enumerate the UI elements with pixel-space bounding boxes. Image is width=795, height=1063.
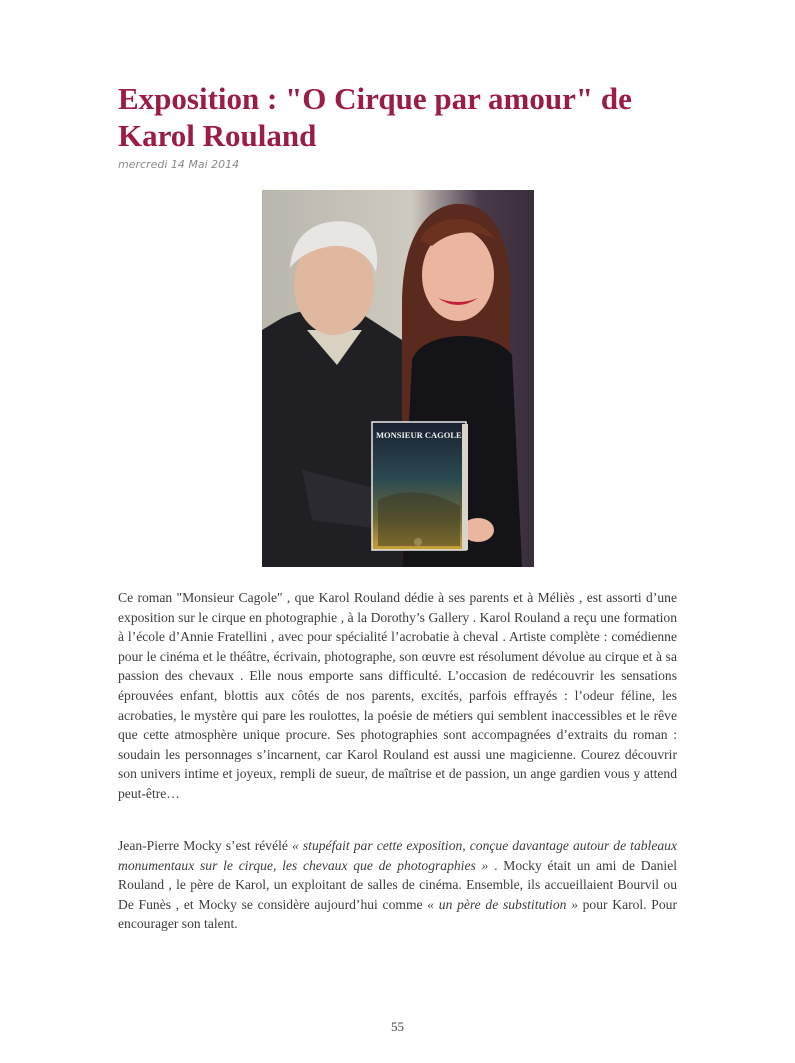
paragraph-2-part-3: pour Karol. Pour encourager son talent. [118, 896, 677, 932]
paragraph-2 [118, 836, 677, 934]
article-title: Exposition : "O Cirque par amour" de Karol Rouland [118, 81, 632, 153]
book-cover-title: MONSIEUR CAGOLE [376, 430, 462, 440]
paragraph-1: Ce roman "Monsieur Cagole" , que Karol Rouland dédie à ses parents et à Méliès , est assorti d’une exposition sur le cirque en photographie , à la Dorothy’s Gallery . Karol Rouland a reçu une formation à l’école d’Annie Fratellini , avec pour spécialité l’acrobatie à cheval . Artiste complète : comédienne pour le cinéma et le théâtre, écrivain, photographe, son œuvre est résolument dévolue au cirque et à sa passion des chevaux . Elle nous emporte sans difficulté. L’occasion de redécouvrir les sensations éprouvées enfant, blottis aux côtés de nos parents, excités, parfois effrayés : l’odeur féline, les acrobaties, le mystère qui pare les roulottes, la poésie de métiers qui semblent inaccessibles et le rêve que cette atmosphère unique procure. Ses photographies sont accompagnées d’extraits du roman : soudain les personnages s’incarnent, car Karol Rouland est aussi une magicienne. Courez découvrir son univers intime et joyeux, rempli de sueur, de maîtrise et de passion, un ange gardien vous y attend peut-être… [118, 590, 677, 801]
paragraph-2-part-1: Jean-Pierre Mocky s’est révélé [118, 838, 293, 853]
paragraph-2-part-2: . Mocky était un ami de Daniel Rouland , le père de Karol, un exploitant de salles de cinéma. Ensemble, ils accueillaient Bourvil ou De Funès , et Mocky se considère aujourd’hui comme [118, 857, 678, 912]
article-date: mercredi 14 Mai 2014 [118, 158, 240, 171]
article-photo [262, 190, 534, 567]
page-number: 55 [391, 1019, 404, 1034]
paragraph-2-quote-2: « un père de substitution » [427, 896, 578, 912]
paragraph-2-quote-1: « stupéfait par cette exposition, conçue davantage autour de tableaux monumentaux sur le cirque, les chevaux que de photographies » [118, 838, 677, 873]
